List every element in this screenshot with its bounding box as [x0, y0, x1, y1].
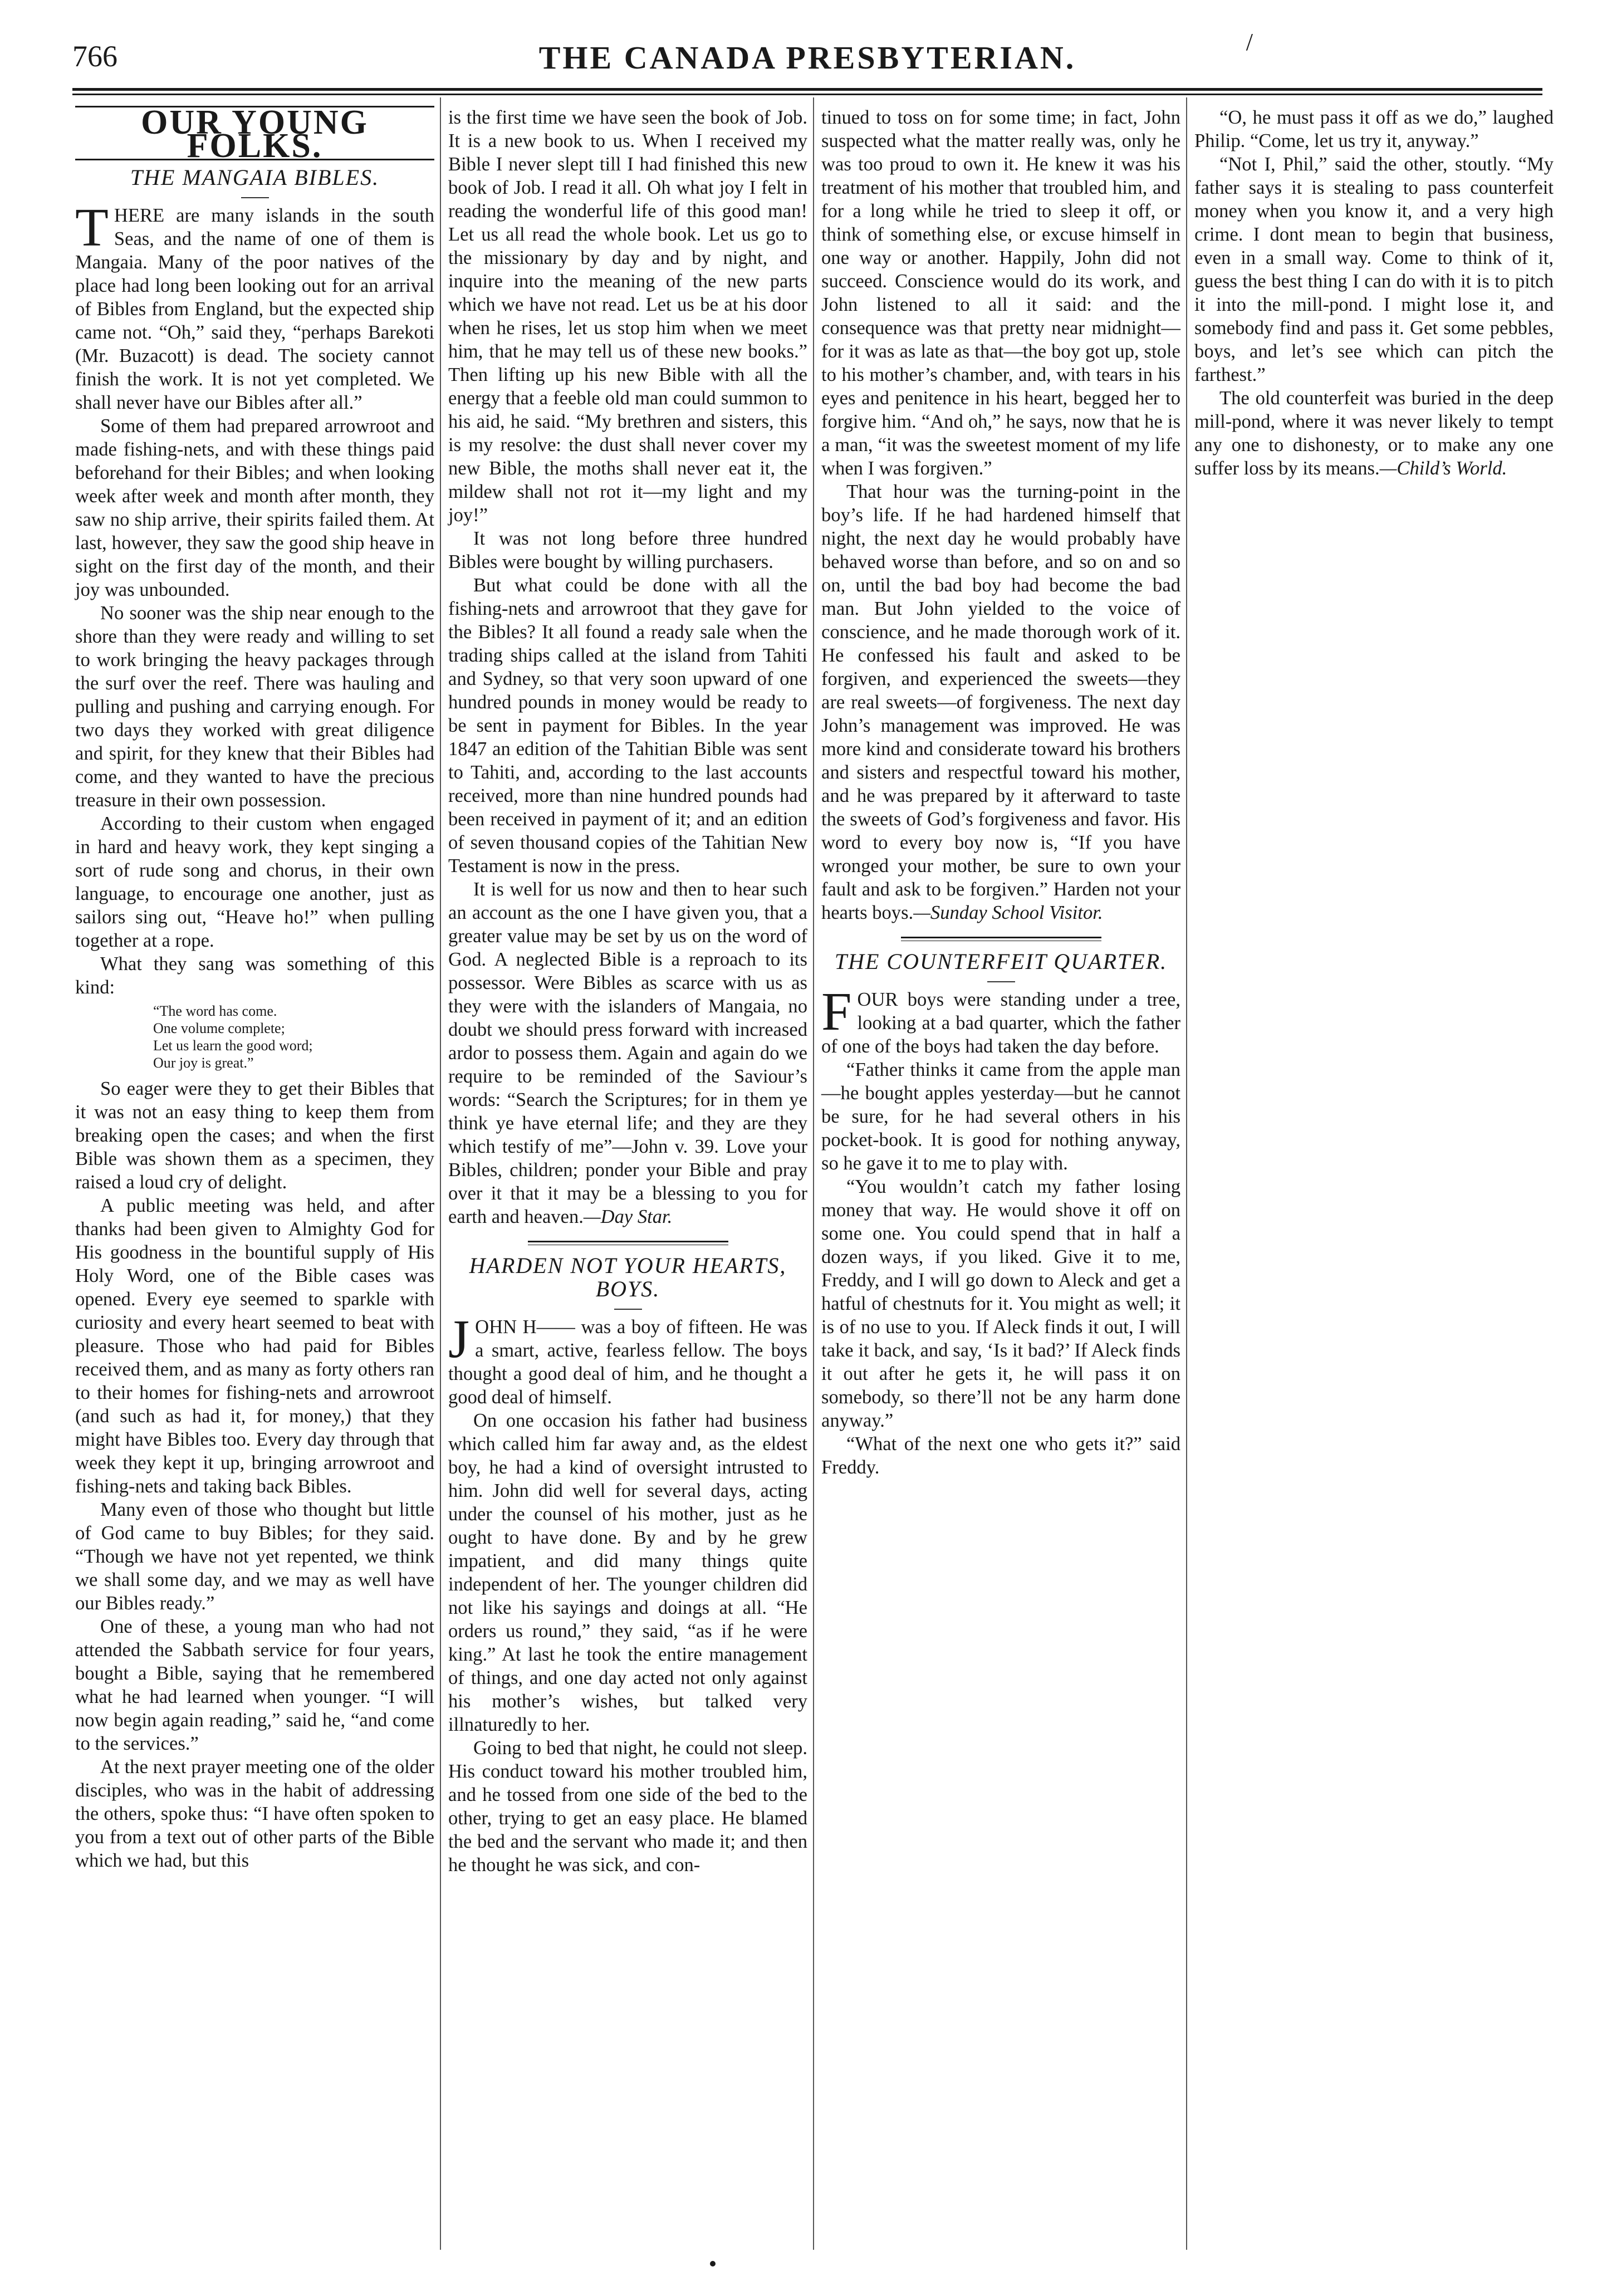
- header-rule: [72, 88, 1542, 91]
- column-4: [1194, 106, 1554, 480]
- title-rule: [241, 197, 269, 198]
- paragraph: “Not I, Phil,” said the other, stoutly. “My father says it is stealing to pass counterfeit money when you know it, and a very high crime. I dont mean to begin that business, even in a small way. Come to think of it, guess the best thing I can do with it is to pitch it into the mill-pond. I might lose it, and somebody find and pass it. Get some pebbles, boys, and let’s see which can pitch the farthest.”: [1194, 154, 1554, 385]
- source-credit: —Day Star.: [583, 1206, 673, 1227]
- paragraph: What they sang was something of this kind:: [75, 953, 434, 998]
- verse-line: Let us learn the good word;: [153, 1037, 313, 1054]
- paragraph: The old counterfeit was buried in the deep mill-pond, where it was never likely to tempt any one to dishonesty, or to make any one suffer loss by its means.—Child’s World.: [1194, 388, 1554, 479]
- paragraph: “What of the next one who gets it?” said Freddy.: [821, 1433, 1180, 1478]
- paragraph: “You wouldn’t catch my father losing money that way. He would shove it off on some one. You could spend that in half a dozen ways, if you liked. Give it to me, Freddy, and I will go down to Aleck and get a hatful of chestnuts for it. You might as well; it is of no use to you. If Aleck finds it out, I will take it back, and say, ‘Is it bad?’ If Aleck finds it out after he gets it, he will pass it on somebody, so there’ll not be any harm done anyway.”: [821, 1176, 1180, 1431]
- title-rule: [987, 981, 1015, 982]
- paragraph-continued: is the first time we have seen the book of Job. It is a new book to us. When I received my Bible I never slept till I had finished this new book of Job. I read it all. Oh what joy I felt in reading the wonderful life of this good man! Let us all read the whole book. Let us go to the missionary by day and by night, and inquire into the meaning of the new parts which we have not read. Let us be at his door when he rises, let us stop him when we meet him, that he may tell us of these new books.” Then lifting up his new Bible with all the energy that a feeble old man could summon to his aid, he said. “My brethren and sisters, this is my resolve: the dust shall never cover my new Bible, the moths shall never eat it, the mildew shall not rot it—my light and my joy!”: [448, 107, 807, 526]
- header-rule-thin: [72, 94, 1542, 95]
- paragraph-continued: tinued to toss on for some time; in fact, John suspected what the matter really was, only he was too proud to own it. He knew it was his treatment of his mother that troubled him, and for a long while he tried to sleep it off, or think of something else, or excuse himself in one way or another. Happily, John did not succeed. Conscience would do its work, and John listened to all it said: and the consequence was that pretty near midnight—for it was as late as that—the boy got up, stole to his mother’s chamber, and, with tears in his eyes and penitence in his heart, begged her to forgive him. “And oh,” he says, now that he is a man, “it was the sweetest moment of my life when I was forgiven.”: [821, 107, 1180, 479]
- song-verse: [153, 1002, 434, 1071]
- page-header: [72, 28, 1542, 84]
- paragraph: It was not long before three hundred Bibles were bought by willing purchasers.: [448, 528, 807, 572]
- verse-line: “The word has come.: [153, 1003, 277, 1019]
- paragraph: A public meeting was held, and after thanks had been given to Almighty God for His goodness in the bountiful supply of His Holy Word, one of the Bible cases was opened. Every eye seemed to sparkle with curiosity and every heart seemed to beat with pleasure. Those who had paid for Bibles received them, and as many as forty others ran to their homes for fishing-nets and arrowroot (and such as had it, for money,) that they might have Bibles too. Every day through that week they kept it up, bringing arrowroot and fishing-nets and taking back Bibles.: [75, 1195, 434, 1497]
- article-title: THE COUNTERFEIT QUARTER.: [834, 949, 1168, 974]
- source-credit: —Sunday School Visitor.: [913, 902, 1103, 923]
- column-3: [821, 106, 1180, 1479]
- paragraph: At the next prayer meeting one of the older disciples, who was in the habit of addressing the others, spoke thus: “I have often spoken to you from a text out of other parts of the Bible which we had, but this: [75, 1756, 434, 1871]
- section-title: OUR YOUNG FOLKS.: [75, 106, 434, 160]
- paragraph: It is well for us now and then to hear such an account as the one I have given you, that a greater value may be set by us on the word of God. A neglected Bible is a reproach to its possessor. Were Bibles as scarce with us as they were with the islanders of Mangaia, no doubt we should press forward with increased ardor to possess them. Again and again do we require to be reminded of the Saviour’s words: “Search the Scriptures; for in them ye think ye have eternal life; and they are they which testify of me”—John v. 39. Love your Bibles, children; ponder your Bible and pray over it that it may be a blessing to you for earth and heaven.—Day Star.: [448, 879, 807, 1227]
- source-credit: —Child’s World.: [1379, 458, 1507, 479]
- paragraph: One of these, a young man who had not attended the Sabbath service for four years, bought a Bible, saying that he remembered what he had learned when younger. “I will now begin again reading,” said he, “and come to the services.”: [75, 1616, 434, 1754]
- paragraph: Going to bed that night, he could not sleep. His conduct toward his mother troubled him, and he tossed from one side of the bed to the other, trying to get an easy place. He blamed the bed and the servant who made it; and then he thought he was sick, and con-: [448, 1737, 807, 1876]
- verse-line: Our joy is great.”: [153, 1055, 254, 1071]
- paragraph: But what could be done with all the fishing-nets and arrowroot that they gave for the Bibles? It all found a ready sale when the trading ships called at the island from Tahiti and Sydney, so that very soon upward of one hundred pounds in money would be ready to be sent in payment for Bibles. In the year 1847 an edition of the Tahitian Bible was sent to Tahiti, and, according to the last accounts received, more than nine hundred pounds had been received in payment of it; and an edition of seven thousand copies of the Tahitian New Testament is now in the press.: [448, 575, 807, 877]
- paragraph: “Father thinks it came from the apple man—he bought apples yesterday—but he cannot be sure, for he had several others in his pocket-book. It is good for nothing anyway, so he gave it to me to play with.: [821, 1059, 1180, 1174]
- paragraph: That hour was the turning-point in the boy’s life. If he had hardened himself that night, the next day he would probably have behaved worse than before, and so on and so on, until the bad boy had become the bad man. But John yielded to the voice of conscience, and he made thorough work of it. He confessed his fault and asked to be forgiven, and experienced the sweets—they are real sweets—of forgiveness. The next day John’s management was improved. He was more kind and considerate toward his brothers and sisters and respectful toward his mother, and he was prepared by it afterward to taste the sweets of God’s forgiveness and favor. His word to every boy now is, “If you have wronged your mother, be sure to own your fault and ask to be forgiven.” Harden not your hearts boys.—Sunday School Visitor.: [821, 481, 1180, 923]
- paragraph: JOHN H—— was a boy of fifteen. He was a smart, active, fearless fellow. The boys thought a good deal of him, and he thought a good deal of himself.: [448, 1309, 807, 1408]
- column-rule: [440, 97, 441, 2250]
- paragraph: On one occasion his father had business which called him far away and, as the eldest boy, he had a kind of oversight intrusted to him. John did well for several days, acting under the counsel of his mother, just as he ought to have done. By and by he grew impatient, and did many things quite independent of her. The younger children did not like his sayings and doings at all. “He orders us round,” they said, “as if he were king.” At last he took the entire management of things, and one day acted not only against his mother’s wishes, but talked very illnaturedly to her.: [448, 1410, 807, 1735]
- running-head: THE CANADA PRESBYTERIAN.: [538, 40, 1076, 76]
- drop-cap: T: [75, 198, 109, 258]
- article-title: THE MANGAIA BIBLES.: [130, 165, 380, 190]
- drop-cap: F: [821, 982, 852, 1042]
- paragraph: No sooner was the ship near enough to the shore than they were ready and willing to set to work bringing the heavy packages through the surf over the reef. There was hauling and pulling and pushing and carrying enough. For two days they worked with great diligence and spirit, for they knew that their Bibles had come, and they wanted to have the precious treasure in their own possession.: [75, 603, 434, 811]
- stray-mark: /: [1246, 28, 1253, 56]
- verse-line: One volume complete;: [153, 1020, 285, 1036]
- drop-cap: J: [448, 1309, 470, 1369]
- column-2: [448, 106, 807, 1877]
- article-title: HARDEN NOT YOUR HEARTS, BOYS.: [469, 1253, 787, 1301]
- page-footer-dot: [710, 2261, 716, 2266]
- paragraph: THERE are many islands in the south Seas, and the name of one of them is Mangaia. Many of the poor natives of the place had long been looking out for an arrival of Bibles from England, but the expected ship came not. “Oh,” said they, “perhaps Barekoti (Mr. Buzacott) is dead. The society cannot finish the work. It is not yet completed. We shall never have our Bibles after all.”: [75, 198, 434, 413]
- paragraph: So eager were they to get their Bibles that it was not an easy thing to keep them from breaking open the cases; and when the first Bible was shown them as a specimen, they raised a loud cry of delight.: [75, 1078, 434, 1193]
- paragraph: According to their custom when engaged in hard and heavy work, they kept singing a sort of rude song and chorus, in their own language, to encourage one another, just as sailors sing out, “Heave ho!” when pulling together at a rope.: [75, 813, 434, 951]
- paragraph: Some of them had prepared arrowroot and made fishing-nets, and with these things paid beforehand for their Bibles; and when looking week after week and month after month, they saw no ship arrive, their spirits failed them. At last, however, they saw the good ship heave in sight on the first day of the month, and their joy was unbounded.: [75, 415, 434, 600]
- article-divider: [528, 1241, 728, 1245]
- article-divider: [901, 937, 1101, 941]
- paragraph: FOUR boys were standing under a tree, looking at a bad quarter, which the father of one of the boys had taken the day before.: [821, 982, 1180, 1057]
- paragraph: “O, he must pass it off as we do,” laughed Philip. “Come, let us try it, anyway.”: [1194, 107, 1554, 151]
- title-rule: [614, 1309, 642, 1310]
- column-rule: [813, 97, 814, 2250]
- paragraph: Many even of those who thought but little of God came to buy Bibles; for they said. “Though we have not yet repented, we think we shall some day, and we may as well have our Bibles ready.”: [75, 1499, 434, 1614]
- page-number: 766: [72, 40, 117, 73]
- column-1: [75, 106, 434, 1872]
- column-rule: [1186, 97, 1187, 2250]
